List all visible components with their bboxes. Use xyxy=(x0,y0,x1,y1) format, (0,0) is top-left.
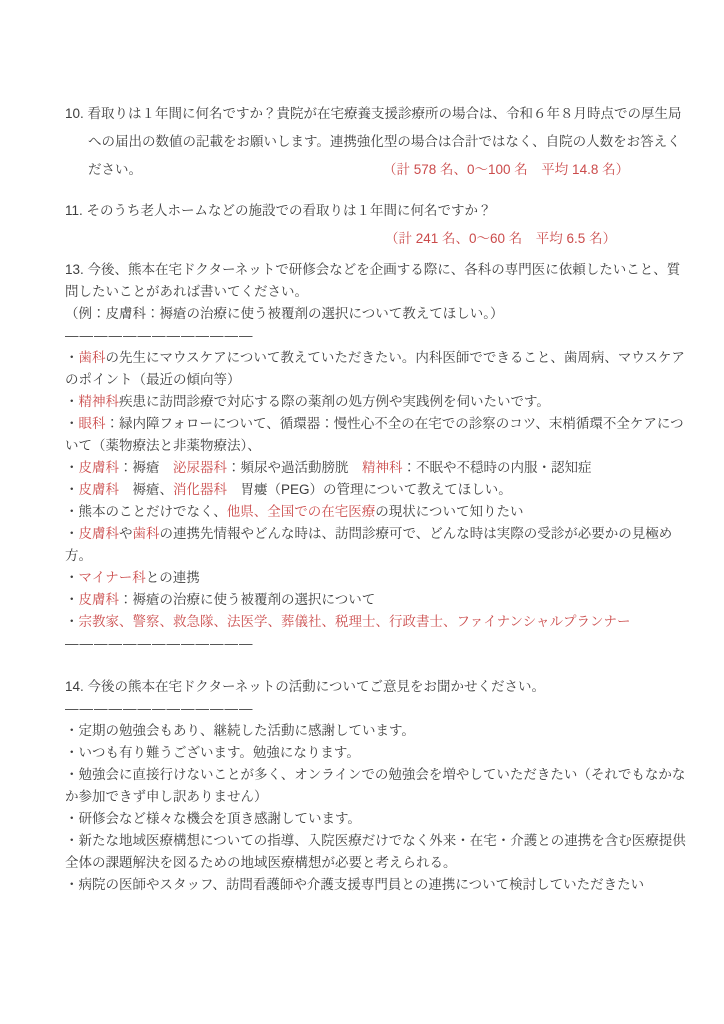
text-segment: 方。 xyxy=(65,548,92,563)
text-segment: の現状について知りたい xyxy=(375,504,524,519)
text-segment: ださい。 xyxy=(88,162,142,177)
text-segment: ：褥瘡 xyxy=(119,460,173,475)
text-segment: 胃瘻（PEG）の管理について教えてほしい。 xyxy=(227,482,512,497)
answer-item xyxy=(65,501,664,523)
highlight-text: 眼科 xyxy=(78,416,106,431)
text-segment: 全体の課題解決を図るための地域医療構想が必要と考えられる。 xyxy=(65,855,457,870)
highlight-text: マイナー科 xyxy=(78,570,146,585)
text-line xyxy=(65,225,664,253)
text-segment: ・ xyxy=(65,394,79,409)
text-segment: ：褥瘡の治療に使う被覆剤の選択について xyxy=(119,592,376,607)
text-line xyxy=(65,457,664,479)
section-questions-10-11 xyxy=(65,100,682,253)
highlight-text: 歯科 xyxy=(78,350,106,365)
text-line xyxy=(65,156,664,184)
highlight-text: 皮膚科 xyxy=(78,482,119,497)
text-segment: ：頻尿や過活動膀胱 xyxy=(227,460,362,475)
separator-line xyxy=(65,325,664,347)
answer-item xyxy=(65,347,685,391)
answer-item xyxy=(65,611,664,633)
text-segment: か参加できず申し訳ありません） xyxy=(65,789,268,804)
text-line xyxy=(65,369,664,391)
text-line xyxy=(65,391,664,413)
text-line xyxy=(65,874,664,896)
highlight-text: 宗教家、警察、救急隊、法医学、葬儀社、税理士、行政書士、ファイナンシャルプランナー xyxy=(78,614,631,629)
section-question-14 xyxy=(65,676,686,896)
text-line xyxy=(65,545,664,567)
highlight-text: （計 578 名、0〜100 名 平均 14.8 名） xyxy=(383,162,630,177)
text-segment: や xyxy=(119,526,133,541)
text-line xyxy=(65,197,664,225)
answer-item xyxy=(65,457,664,479)
text-segment: ――――――――――――― xyxy=(65,701,254,716)
answer-item xyxy=(65,391,664,413)
answer-item xyxy=(65,479,664,501)
section-question-13 xyxy=(65,259,685,655)
text-segment: 問したいことがあれば書いてください。 xyxy=(65,284,308,299)
answer-item xyxy=(65,523,673,567)
text-segment: ：緑内障フォローについて、循環器：慢性心不全の在宅での診察のコツ、末梢循環不全ケアにつ xyxy=(105,416,684,431)
text-segment: ――――――――――――― xyxy=(65,328,254,343)
text-segment: ・ xyxy=(65,592,79,607)
answer-item xyxy=(65,720,664,742)
text-segment: ・新たな地域医療構想についての指導、入院医療だけでなく外来・在宅・介護との連携を含む医療提供 xyxy=(65,833,686,848)
text-line xyxy=(65,100,682,128)
highlight-text: 精神科 xyxy=(78,394,119,409)
text-segment: ・研修会など様々な機会を頂き感謝しています。 xyxy=(65,811,361,826)
text-segment: のポイント（最近の傾向等） xyxy=(65,372,241,387)
separator xyxy=(65,325,664,347)
text-segment: ・熊本のことだけでなく、 xyxy=(65,504,227,519)
text-segment: ・ xyxy=(65,526,79,541)
text-segment: ・ xyxy=(65,614,79,629)
answer-item xyxy=(65,589,664,611)
text-segment: ・ xyxy=(65,416,79,431)
text-line xyxy=(65,435,664,457)
text-line xyxy=(65,347,685,369)
question-13 xyxy=(65,259,681,325)
answer-item xyxy=(65,742,664,764)
answer-item xyxy=(65,874,664,896)
text-line xyxy=(65,413,684,435)
question-10 xyxy=(65,100,682,184)
text-line xyxy=(65,259,681,281)
text-line xyxy=(65,611,664,633)
text-segment: （例：皮膚科：褥瘡の治療に使う被覆剤の選択について教えてほしい。） xyxy=(65,306,504,321)
text-segment: ・定期の勉強会もあり、継続した活動に感謝しています。 xyxy=(65,723,415,738)
separator xyxy=(65,633,664,655)
answer-item xyxy=(65,764,686,808)
text-segment: ――――――――――――― xyxy=(65,636,254,651)
answer-item xyxy=(65,413,684,457)
answer-item xyxy=(65,830,686,874)
highlight-text: 他県、全国での在宅医療 xyxy=(226,504,376,519)
separator-line xyxy=(65,698,664,720)
highlight-text: 泌尿器科 xyxy=(173,460,227,475)
text-segment: 褥瘡、 xyxy=(119,482,173,497)
text-segment: 11. そのうち老人ホームなどの施設での看取りは１年間に何名ですか？ xyxy=(65,203,492,218)
text-line xyxy=(65,830,686,852)
text-line xyxy=(65,523,673,545)
highlight-text: （計 241 名、0〜60 名 平均 6.5 名） xyxy=(385,231,617,246)
text-segment: 疾患に訪問診療で対応する際の薬剤の処方例や実践例を伺いたいです。 xyxy=(119,394,550,409)
text-segment: ・ xyxy=(65,570,79,585)
text-segment: 10. 看取りは１年間に何名ですか？貴院が在宅療養支援診療所の場合は、令和６年８月時点での厚生局 xyxy=(65,106,682,121)
text-segment: への届出の数値の記載をお願いします。連携強化型の場合は合計ではなく、自院の人数をお答えく xyxy=(88,134,681,149)
highlight-text: 皮膚科 xyxy=(78,460,119,475)
highlight-text: 皮膚科 xyxy=(78,592,119,607)
text-line xyxy=(65,742,664,764)
text-segment: 13. 今後、熊本在宅ドクターネットで研修会などを企画する際に、各科の専門医に依頼したいこと、質 xyxy=(65,262,681,277)
text-segment: ・ xyxy=(65,350,79,365)
text-segment: ・いつも有り難うございます。勉強になります。 xyxy=(65,745,360,760)
text-line xyxy=(65,567,664,589)
text-line xyxy=(65,589,664,611)
text-segment: ・ xyxy=(65,460,79,475)
text-line xyxy=(65,479,664,501)
text-line xyxy=(65,676,664,698)
text-line xyxy=(65,720,664,742)
text-segment: との連携 xyxy=(145,570,200,585)
separator-line xyxy=(65,633,664,655)
text-line xyxy=(65,764,686,786)
text-line xyxy=(65,128,681,156)
question-14 xyxy=(65,676,664,698)
answer-item xyxy=(65,567,664,589)
text-segment: 14. 今後の熊本在宅ドクターネットの活動についてご意見をお聞かせください。 xyxy=(65,679,546,694)
text-line xyxy=(65,501,664,523)
text-segment: いて（薬物療法と非薬物療法）、 xyxy=(65,438,261,453)
text-line xyxy=(65,281,664,303)
text-segment: ・病院の医師やスタッフ、訪問看護師や介護支援専門員との連携について検討していただきたい xyxy=(65,877,645,892)
text-segment: ：不眠や不穏時の内服・認知症 xyxy=(402,460,592,475)
question-11 xyxy=(65,197,664,253)
highlight-text: 精神科 xyxy=(362,460,403,475)
text-segment: ・勉強会に直接行けないことが多く、オンラインでの勉強会を増やしていただきたい（それでもなかな xyxy=(65,767,686,782)
text-line xyxy=(65,786,664,808)
separator xyxy=(65,698,664,720)
text-segment: の先生にマウスケアについて教えていただきたい。内科医師でできること、歯周病、マウスケア xyxy=(105,350,685,365)
text-segment: の連携先情報やどんな時は、訪問診療可で、どんな時は実際の受診が必要かの見極め xyxy=(159,526,673,541)
text-line xyxy=(65,808,664,830)
text-line xyxy=(65,303,664,325)
highlight-text: 消化器科 xyxy=(173,482,227,497)
text-line xyxy=(65,852,664,874)
highlight-text: 皮膚科 xyxy=(78,526,119,541)
highlight-text: 歯科 xyxy=(132,526,160,541)
answer-item xyxy=(65,808,664,830)
text-segment: ・ xyxy=(65,482,79,497)
